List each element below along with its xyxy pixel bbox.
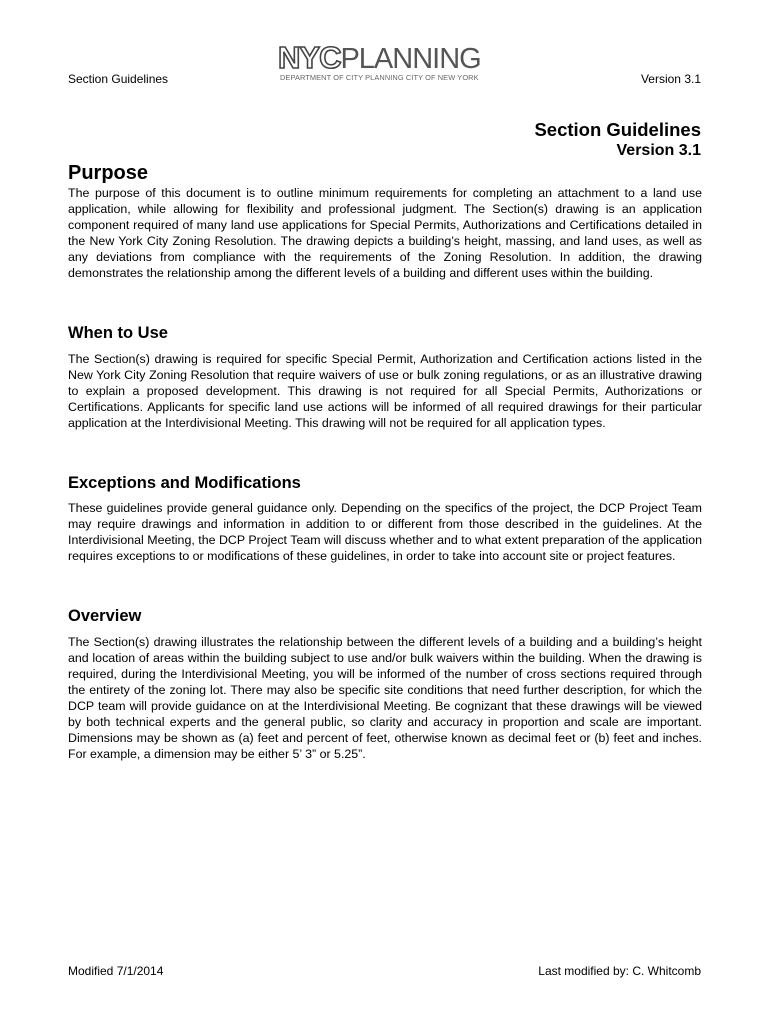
exceptions-paragraph: These guidelines provide general guidance only. Depending on the specifics of the project, the DCP Project Team may require drawings and information in addition to or different from those described in the guidelines. At the Interdivisional Meeting, the DCP Project Team will discuss whether and to what extent preparation of the application requires exceptions to or modifications of these guidelines, in order to take into account site or project features. — [68, 501, 702, 564]
when-to-use-paragraph: The Section(s) drawing is required for specific Special Permit, Authorization and Certification actions listed in the New York City Zoning Resolution that require waivers of use or bulk zoning regulations, or as an illustrative drawing to explain a proposed development. This drawing is not required for all Special Permits, Authorizations or Certifications. Applicants for specific land use actions will be informed of all required drawings for their particular application at the Interdivisional Meeting. This drawing will not be required for all application types. — [68, 352, 702, 431]
footer-last-modified-by: Last modified by: C. Whitcomb — [538, 964, 701, 978]
header-version: Version 3.1 — [640, 72, 701, 86]
overview-heading: Overview — [68, 607, 142, 625]
nyc-planning-logo — [278, 42, 494, 86]
exceptions-heading: Exceptions and Modifications — [68, 474, 301, 492]
document-version: Version 3.1 — [616, 142, 701, 159]
overview-paragraph: The Section(s) drawing illustrates the relationship between the different levels of a building and a building’s height and location of areas within the building subject to use and/or bulk waivers within the building. When the drawing is required, during the Interdivisional Meeting, you will be informed of the number of cross sections required through the entirety of the zoning lot. There may also be specific site conditions that need further description, for which the DCP team will provide guidance on at the Interdivisional Meeting. Be cognizant that these drawings will be viewed by both technical experts and the general public, so clarity and accuracy in proportion and scale are important. Dimensions may be shown as (a) feet and percent of feet, otherwise known as decimal feet or (b) feet and inches. For example, a dimension may be either 5’ 3” or 5.25”. — [68, 635, 702, 762]
when-to-use-heading: When to Use — [68, 324, 168, 342]
logo-department-text: DEPARTMENT OF CITY PLANNING CITY OF NEW YORK — [280, 73, 479, 82]
logo-planning-text: PLANNING — [340, 43, 481, 75]
purpose-heading: Purpose — [68, 162, 149, 184]
header-doc-name: Section Guidelines — [68, 72, 169, 86]
footer-modified-date: Modified 7/1/2014 — [68, 964, 164, 978]
document-title: Section Guidelines — [534, 119, 701, 140]
logo-nyc-text: NYC — [278, 40, 341, 75]
purpose-paragraph: The purpose of this document is to outline minimum requirements for completing an attachment to a land use application, while allowing for flexibility and professional judgment. The Section(s) drawing is an application component required of many land use applications for Special Permits, Authorizations and Certifications detailed in the New York City Zoning Resolution. The drawing depicts a building’s height, massing, and land uses, as well as any deviations from compliance with the requirements of the Zoning Resolution. In addition, the drawing demonstrates the relationship among the different levels of a building and different uses within the building. — [68, 186, 702, 281]
